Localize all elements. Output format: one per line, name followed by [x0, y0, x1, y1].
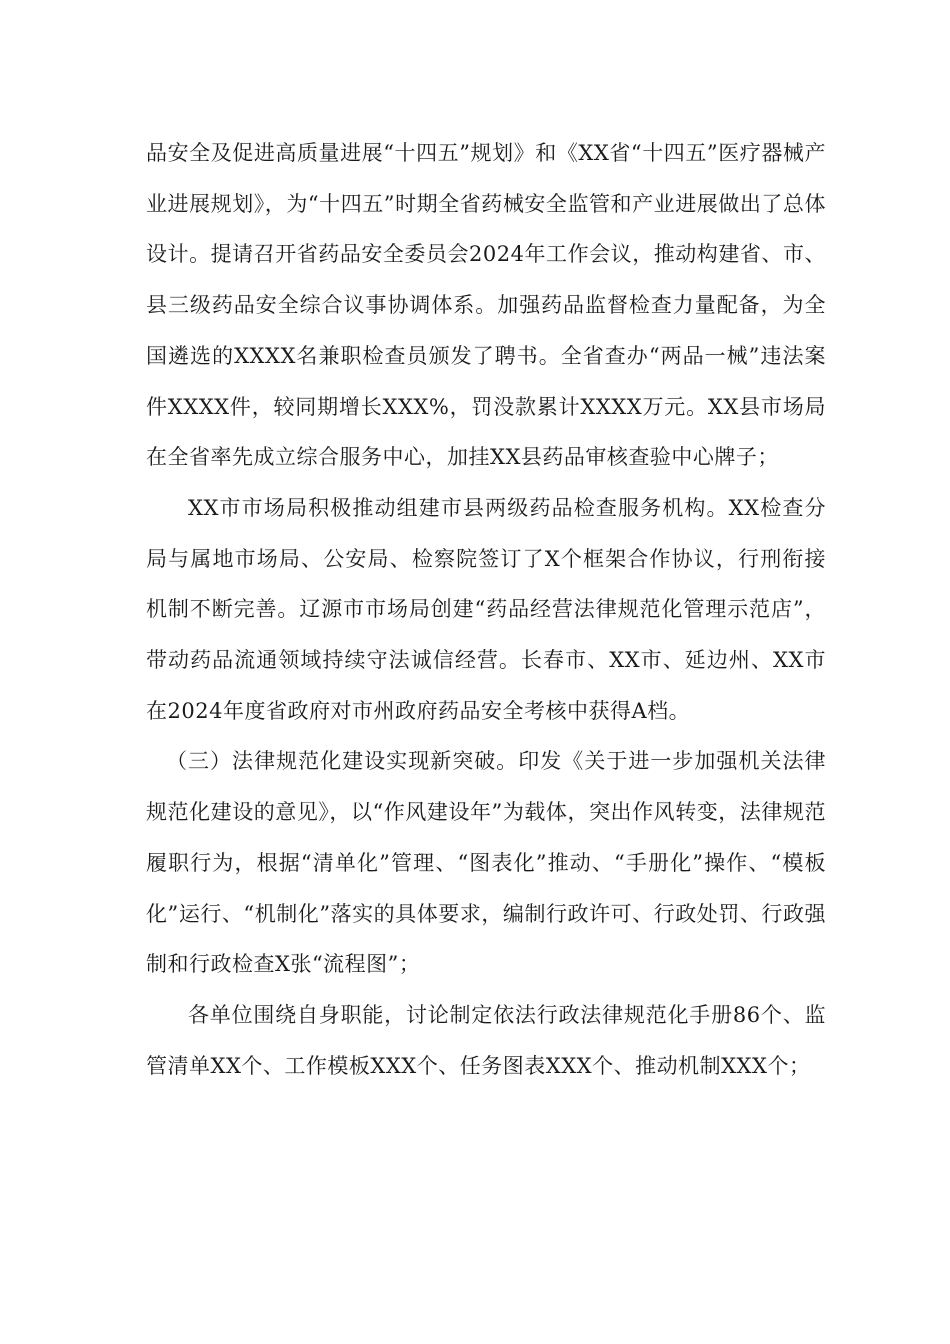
- document-body: [146, 128, 826, 1091]
- paragraph-drug-safety-planning: 品安全及促进高质量进展“十四五”规划》和《XX省“十四五”医疗器械产业进展规划》，为“十四五”时期全省药械安全监管和产业进展做出了总体设计。提请召开省药品安全委员会2024年工作会议，推动构建省、市、县三级药品安全综合议事协调体系。加强药品监督检查力量配备，为全国遴选的XXXX名兼职检查员颁发了聘书。全省查办“两品一械”违法案件XXXX件，较同期增长XXX%，罚没款累计XXXX万元。XX县市场局在全省率先成立综合服务中心，加挂XX县药品审核查验中心牌子；: [146, 141, 826, 470]
- paragraph-unit-manuals: 各单位围绕自身职能，讨论制定依法行政法律规范化手册86个、监管清单XX个、工作模板XXX个、任务图表XXX个、推动机制XXX个；: [146, 1002, 826, 1078]
- paragraph-city-inspection-agencies: XX市市场局积极推动组建市县两级药品检查服务机构。XX检查分局与属地市场局、公安局、检察院签订了X个框架合作协议，行刑衔接机制不断完善。辽源市市场局创建“药品经营法律规范化管理示范店”，带动药品流通领域持续守法诚信经营。长春市、XX市、延边州、XX市在2024年度省政府对市州政府药品安全考核中获得A档。: [146, 495, 826, 723]
- paragraph-legal-standardization: （三）法律规范化建设实现新突破。印发《关于进一步加强机关法律规范化建设的意见》，以“作风建设年”为载体，突出作风转变，法律规范履职行为，根据“清单化”管理、“图表化”推动、“手册化”操作、“模板化”运行、“机制化”落实的具体要求，编制行政许可、行政处罚、行政强制和行政检查X张“流程图”；: [146, 749, 826, 977]
